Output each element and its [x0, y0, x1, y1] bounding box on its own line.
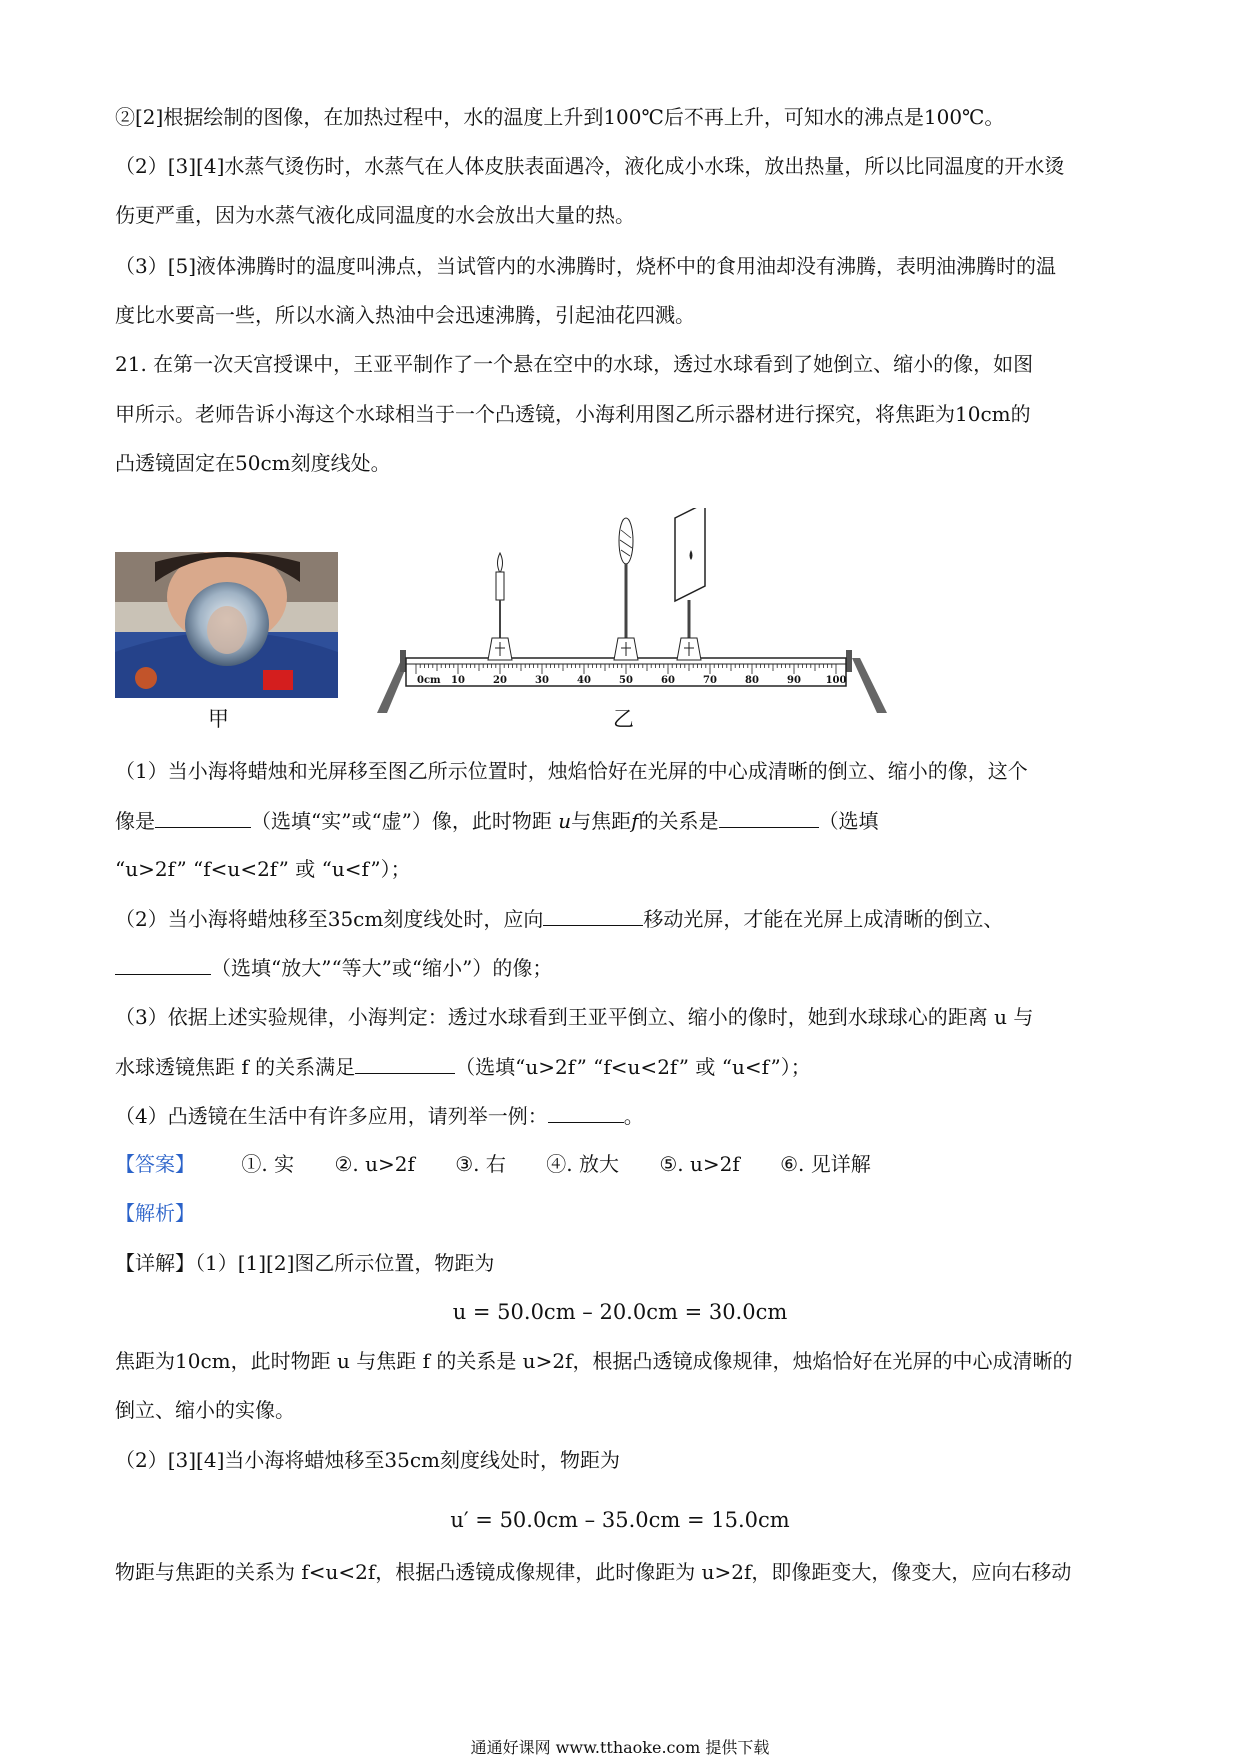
answer-blank-3[interactable] — [543, 903, 643, 926]
analysis-tag: 【解析】 — [115, 1201, 195, 1225]
ruler-tick-label: 40 — [577, 675, 591, 686]
convex-lens — [614, 518, 638, 660]
answer-blank-1[interactable] — [155, 805, 251, 828]
ruler-tick-label: 0cm — [417, 675, 441, 686]
ruler-tick-label: 10 — [451, 675, 465, 686]
text-line: 凸透镜固定在50cm刻度线处。 — [115, 451, 391, 475]
figure-caption-b: 乙 — [613, 707, 634, 731]
detail-line: 焦距为10cm，此时物距 u 与焦距 f 的关系是 u>2f，根据凸透镜成像规律，烛焰恰好在光屏的中心成清晰的 — [115, 1349, 1073, 1373]
text-line: 伤更严重，因为水蒸气液化成同温度的水会放出大量的热。 — [115, 203, 635, 227]
text-line: 甲所示。老师告诉小海这个水球相当于一个凸透镜，小海利用图乙所示器材进行探究，将焦距为10cm的 — [115, 402, 1031, 426]
ruler-tick-label: 80 — [745, 675, 759, 686]
astronaut-water-ball-photo — [115, 552, 338, 698]
question-2-line1: （2）当小海将蜡烛移至35cm刻度线处时，应向 移动光屏，才能在光屏上成清晰的倒立、 — [115, 903, 1135, 934]
answer-line — [115, 1149, 1135, 1179]
question-3-line2: 水球透镜焦距 f 的关系满足 （选填“u>2f” “f<u<2f” 或 “u<f”）； — [115, 1051, 1135, 1082]
ruler-tick-label: 100 — [825, 675, 847, 686]
question-3-line1: （3）依据上述实验规律，小海判定：透过水球看到王亚平倒立、缩小的像时，她到水球球心的距离 u 与 — [115, 1005, 1034, 1029]
page-footer: 通通好课网 www.tthaoke.com 提供下载 — [470, 1738, 770, 1757]
figure-caption-a: 甲 — [208, 707, 229, 731]
question-1-line2: 像是 （选填“实”或“虚”）像，此时物距 u与焦距f的关系是 （选填 — [115, 805, 1135, 836]
ruler-tick-label: 90 — [787, 675, 801, 686]
detail-line: （2）[3][4]当小海将蜡烛移至35cm刻度线处时，物距为 — [115, 1448, 620, 1472]
bench-right-leg — [852, 658, 887, 713]
answer-blank-4[interactable] — [115, 952, 211, 975]
ruler-tick-label: 60 — [661, 675, 675, 686]
text-line: （3）[5]液体沸腾时的温度叫沸点，当试管内的水沸腾时，烧杯中的食用油却没有沸腾，表明油沸腾时的温 — [115, 254, 1057, 278]
detail-line: 【详解】（1）[1][2]图乙所示位置，物距为 — [115, 1251, 495, 1275]
equation-2: u′ = 50.0cm – 35.0cm = 15.0cm — [450, 1508, 790, 1532]
question-21-text: 21. 在第一次天宫授课中，王亚平制作了一个悬在空中的水球，透过水球看到了她倒立、缩小的像，如图 — [115, 352, 1034, 376]
equation-1: u = 50.0cm – 20.0cm = 30.0cm — [452, 1300, 788, 1324]
text-line: 度比水要高一些，所以水滴入热油中会迅速沸腾，引起油花四溅。 — [115, 303, 695, 327]
answer-blank-2[interactable] — [719, 805, 819, 828]
detail-line: 倒立、缩小的实像。 — [115, 1398, 295, 1422]
optical-bench-diagram — [372, 508, 892, 723]
answer-blank-5[interactable] — [355, 1051, 455, 1074]
ruler-tick-label: 70 — [703, 675, 717, 686]
answer-item: ⑥. 见详解 — [780, 1152, 871, 1176]
text-line: （2）[3][4]水蒸气烫伤时，水蒸气在人体皮肤表面遇冷，液化成小水珠，放出热量，所以比同温度的开水烫 — [115, 154, 1065, 178]
answer-item: ⑤. u>2f — [659, 1152, 740, 1176]
question-2-line2: （选填“放大”“等大”或“缩小”）的像； — [115, 952, 1135, 983]
question-1-line3: “u>2f” “f<u<2f” 或 “u<f”）； — [115, 857, 411, 881]
question-4-line: （4）凸透镜在生活中有许多应用，请列举一例： 。 — [115, 1100, 1135, 1131]
detail-line: 物距与焦距的关系为 f<u<2f，根据凸透镜成像规律，此时像距为 u>2f，即像距变大，像变大，应向右移动 — [115, 1560, 1072, 1584]
ruler-tick-label: 50 — [619, 675, 633, 686]
answer-item: ②. u>2f — [334, 1152, 415, 1176]
candle — [488, 553, 512, 660]
answer-blank-6[interactable] — [548, 1100, 624, 1123]
question-1-text: （1）当小海将蜡烛和光屏移至图乙所示位置时，烛焰恰好在光屏的中心成清晰的倒立、缩小的像，这个 — [115, 759, 1028, 783]
answer-item: ①. 实 — [241, 1152, 295, 1176]
answer-item: ④. 放大 — [546, 1152, 619, 1176]
answer-tag: 【答案】 — [115, 1152, 195, 1176]
answer-item: ③. 右 — [455, 1152, 506, 1176]
ruler-tick-label: 20 — [493, 675, 507, 686]
ruler-tick-label: 30 — [535, 675, 549, 686]
text-line: ②[2]根据绘制的图像，在加热过程中，水的温度上升到100℃后不再上升，可知水的沸点是100℃。 — [115, 105, 1005, 129]
light-screen — [675, 508, 705, 660]
